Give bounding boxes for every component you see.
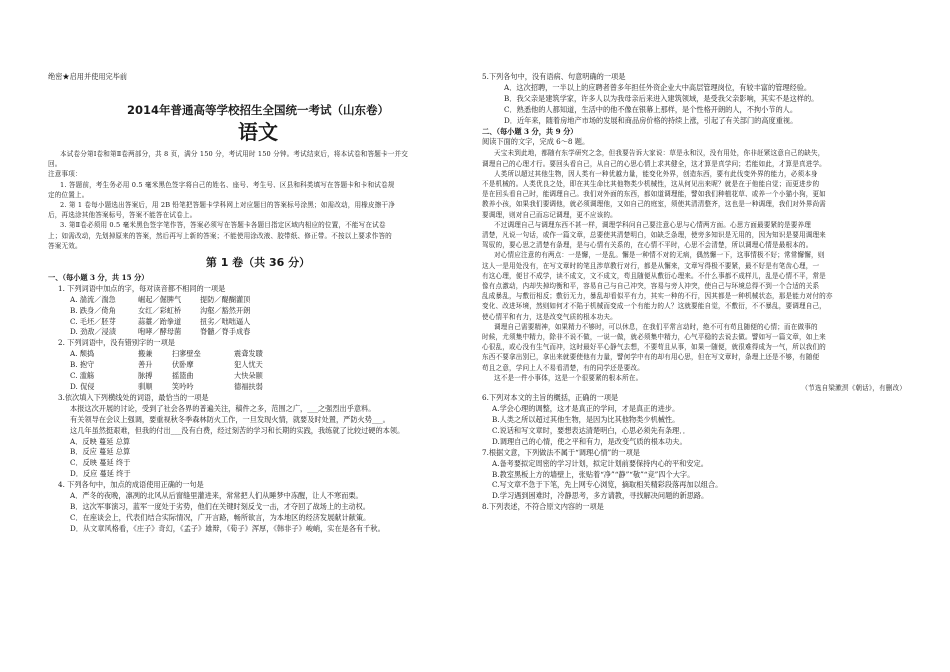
passage-line: 心很乱，或心没有生气而冲，这时最好平心静气去想，不要苟且从事，如果一随便，就很难得成为一气，所以我们的 bbox=[482, 343, 826, 352]
question-5 bbox=[482, 72, 906, 127]
passage-line: 这人一是用处没有，在写文章时的笔且涉草教行对行，都是从懈来，文章写得极不要紧，最不好是有笔齿心理，一 bbox=[482, 261, 820, 270]
option-d: D.调理自己的心情，使之平和有力，是改变气质的根本功夫。 bbox=[492, 436, 687, 446]
section-heading: 二、（每小题 3 分，共 9 分） bbox=[482, 126, 578, 136]
note-line: 上；如需改动，先划掉原来的答案，然后再写上新的答案；不能使用涂改液、胶带纸、修正带。不按以上要求作答的 bbox=[48, 231, 392, 240]
passage-line: 调理自己需要精神，如果精力不够时，可以休息，在我们平常言动时，绝不可有苟且随便的心情；而在做事的 bbox=[494, 322, 818, 331]
intro-line: 回。 bbox=[48, 160, 62, 169]
question-8 bbox=[482, 502, 906, 513]
question-1 bbox=[48, 284, 468, 339]
question-stem: 6.下列对本文的主旨的概括，正确的一项是 bbox=[482, 393, 619, 403]
question-stem: 1. 下列词语中加点的字，每对读音都不相同的一项是 bbox=[58, 283, 226, 293]
option-b: B. 抱守 善升 伏卧摩 犯人忧天 bbox=[70, 360, 263, 370]
passage-line: 人类所以超过其他生物，因人类有一种优越力量，能变化外界，创造东西，要有此伐变外界的能力，必须本身 bbox=[494, 169, 818, 178]
passage-line: 对心情应注意的有两点：一是懈，一是乱。懈是一种情不对的无病，偶然懈一下，这事情极不好；常常懈懈，则 bbox=[494, 251, 825, 260]
question-6 bbox=[482, 393, 906, 448]
passage-line: 不过调理自己与调理东西不甚一样，调理学科问自己要注意心思与心情两方面。心思方面最要紧的是要养理 bbox=[494, 220, 811, 229]
question-stem: 3.依次填入下列横线处的词语，最恰当的一项是 bbox=[58, 392, 209, 402]
part-title: 第 1 卷（共 36 分） bbox=[205, 255, 311, 269]
passage-line: 时候，尤须集中精力，除非不说不做，一说一做，就必须集中精力，心气平稳的去说去做。譬如写一篇文章，如上来 bbox=[482, 333, 826, 341]
option-b: B.人类之所以超过其他生物，是因为比其他物类少机械性。 bbox=[492, 415, 680, 425]
blank-sentence: 有关领导在会议上强调，要重视秋冬季森林防火工作，一旦发现火情，就要及时处置，严防火势___。 bbox=[70, 414, 390, 424]
option-d: D. 劲敌／浸渍 咆哮／酵母菌 脊髓／脊手成春 bbox=[70, 327, 251, 337]
subject-title: 语文 bbox=[238, 119, 278, 144]
question-stem: 8.下列表述，不符合原文内容的一项是 bbox=[482, 502, 604, 512]
passage-line: 调理自己的心理才行。要回头看自己，从自己的心思心情上求其健全，这才算是真学问；若能如此，才算是真进学。 bbox=[482, 159, 826, 168]
reading-passage bbox=[482, 148, 906, 393]
passage-source: （节选自梁漱溟《朝话》，有删改） bbox=[801, 384, 906, 393]
option-a: A.备考要拟定周密的学习计划，拟定计划前要保持内心的平和安定。 bbox=[492, 458, 708, 468]
option-d: D．近年来，随着房地产市场的发展和商品房价格的持续上涨，引起了有关部门的高度重视。 bbox=[504, 115, 798, 125]
passage-line: 乱成暴乱，与敷衍相反；敷衍无力，暴乱却看似平有力，其实一种的不行，因其都是一种机械状态，那是能力对付的亦 bbox=[482, 292, 833, 301]
option-c: C．反映 蔓延 终于 bbox=[70, 458, 131, 468]
option-a: A．严冬的夜晚，凛冽的北风从后窗缝里灌进来，常常把人们从睡梦中冻醒，让人不寒而栗。 bbox=[70, 491, 363, 501]
passage-line: 教养小孩，如果我们要调他，就必须调理他，又如自己的庭室，须使其清清整齐，这也是一种调理，我们对外界尚需 bbox=[482, 200, 826, 209]
option-a: A. 湍流／湍急 崛起／倔脾气 提防／醍醐灌顶 bbox=[70, 294, 251, 304]
reading-intro: 阅读下面的文字，完成 6～8 题。 bbox=[482, 137, 590, 147]
question-stem: 2. 下列词语中，没有错别字的一项是 bbox=[58, 338, 175, 348]
passage-line: 苟且之意，学问上人不易看清楚，有的同学还是要改。 bbox=[482, 363, 644, 372]
passage-line: 清楚，凡说一句话，或作一篇文章，总要使其清楚明白，如缺乏条理，使旁多知识是无用的，因为知识是要用调理来 bbox=[482, 230, 826, 239]
blank-sentence: 这几年虽然挺艰难，但我的付出___没有白费，经过刻苦的学习和长期的实践，我练就了比较过硬的本领。 bbox=[70, 425, 405, 435]
option-b: B. 跌身／倚角 女红／彩虹桥 沟壑／豁然开朗 bbox=[70, 305, 251, 315]
passage-line: 像有点激动，内却失掉均衡和平，容易自己与自己冲突，容易与旁人冲突，使自己与环境总得不到一个合适的关系 bbox=[482, 281, 820, 290]
option-c: C. 毛坯／胚芽 蒜薹／跆拳道 扭劣／咄咄逼人 bbox=[70, 316, 251, 326]
instructions bbox=[48, 149, 468, 251]
option-d: D.学习遇到困难时，冷静思考，多方请教，寻找解决问题的新思路。 bbox=[492, 491, 709, 501]
option-b: B.教室黑板上方的墙壁上，张贴着“净”“静”“敬”“竞”四个大字。 bbox=[492, 469, 695, 479]
note-line: 3. 第Ⅱ卷必须用 0.5 毫米黑色签字笔作答，答案必须写在答题卡各题目指定区域内相应的位置，不能写在试卷 bbox=[60, 221, 386, 230]
note-line: 1. 答题前，考生务必用 0.5 毫米黑色签字将自己的姓名、座号、考生号、区县和科类填写在答题卡和卡和试卷规 bbox=[60, 180, 395, 189]
note-line: 后，再选涂其他答案标号，答案不能答在试卷上。 bbox=[48, 211, 197, 220]
question-2 bbox=[48, 338, 468, 393]
passage-line: 使心情平和有力，这是改变气质的根本功夫。 bbox=[482, 312, 617, 321]
notes-title: 注意事项： bbox=[48, 170, 82, 179]
passage-line: 东西不要拿出别已，拿出来就要使他有力量，譬何学中有的却有用心思，但在写文章时，条理上还是不够，有随便 bbox=[482, 353, 820, 362]
note-line: 定的位置上。 bbox=[48, 190, 89, 199]
note-line: 2. 第 1 卷每小题选出答案后，用 2B 铅笔把答题卡学科网上对应题目的答案标号涂黑；如需改动，用橡皮擦干净 bbox=[60, 200, 395, 209]
passage-line: 这不是一件小事体，这是一个很要紧的根本所在。 bbox=[494, 373, 643, 382]
passage-line: 变化、改进环境，然则如何才不陷于机械而变成一个有能力的人？这就要能自觉，不敷衍，不不暴乱，要调理自己， bbox=[482, 302, 826, 311]
passage-line: 有这心理，便甘不成学，读不成文，文不成文，苟且随便从敷衍心理来。不什么事都不成样儿，乱是心情不平，常是 bbox=[482, 271, 826, 280]
option-a: A.学会心理的调整，这才是真正的学问，才是真正的进步。 bbox=[492, 404, 680, 414]
intro-line: 本试卷分第Ⅰ卷和第Ⅱ卷两部分，共 8 页，满分 150 分，考试用时 150 分钟。考试结束后，将本试卷和答题卡一并交 bbox=[60, 149, 409, 158]
question-stem: 4. 下列各句中，加点的成语使用正确的一句是 bbox=[58, 480, 204, 490]
note-line: 答案无效。 bbox=[48, 241, 82, 250]
question-4 bbox=[48, 480, 468, 535]
option-a: A. 颓捣 搬兼 扫寥壁垒 震聋发聩 bbox=[70, 349, 263, 359]
right-column bbox=[482, 72, 906, 513]
passage-line: 是在回头看自己时，能调理自己。我们对外面的东西，都如道调理能，譬如我们种植花草、或养一个小猫小狗，更如 bbox=[482, 190, 826, 199]
option-b: B．反应 蔓延 总算 bbox=[70, 447, 131, 457]
option-b: B．我父亲是建筑学家，许多人以为我母亲后来进入建筑领域，是受我父亲影响，其实不是这样的。 bbox=[504, 93, 819, 103]
option-d: D. 侃侵 驯顺 笑吟吟 德福扶弱 bbox=[70, 382, 263, 391]
option-b: B．这次军事演习，蓝军一度处于劣势，他们在关键时刻反戈一击，才夺回了战场上的主动权。 bbox=[70, 501, 370, 511]
question-3 bbox=[48, 393, 468, 480]
passage-line: 天宝未到此地，都随有东学研究之念，但我要告诉大家说：草是永和汉，没有用处，你非赶紧这意自己的缺失， bbox=[494, 149, 825, 158]
question-7 bbox=[482, 448, 906, 503]
passage-line: 不是机械的。人类优良之处，即在其生命比其他物类少机械性，这从何见出来呢？就是在于他能自觉；而更进步的 bbox=[482, 179, 820, 188]
question-stem: 7.根据文意，下列做法不属于“调理心情”的一项是 bbox=[482, 447, 640, 457]
option-d: D．反应 蔓延 终于 bbox=[70, 469, 131, 479]
option-a: A．这次招聘，一半以上的应聘者曾多年担任外资企业大中高层管理岗位，有较丰富的管理经验。 bbox=[504, 82, 812, 92]
passage-line: 驾驭的，要心思之清楚有条理，是与心情有关系的，在心情不平时，心思不会清楚，所以调理心情是最根本的。 bbox=[482, 241, 813, 250]
passage-line: 要调理，则对自己而忘记调理，更不应该的。 bbox=[482, 210, 617, 219]
left-column bbox=[48, 72, 468, 535]
option-d: D．从文章风格看，《庄子》奇幻，《孟子》雄辩，《荀子》浑厚，《韩非子》峻峭，实在是各有千秋。 bbox=[70, 523, 385, 533]
option-a: A．反映 蔓延 总算 bbox=[70, 436, 131, 446]
section-heading: 一、（每小题 3 分，共 15 分） bbox=[48, 272, 149, 282]
question-stem: 5.下列各句中，没有语病、句意明确的一项是 bbox=[482, 72, 626, 81]
exam-title: 2014年普通高等学校招生全国统一考试（山东卷） bbox=[126, 102, 389, 117]
option-c: C.说话和写文章时，要想表达清楚明白，心思必须先有条理．． bbox=[492, 425, 690, 435]
option-c: C. 滥觞 脉搏 摇篮曲 大快朵颐 bbox=[70, 371, 263, 381]
option-c: C．在座谈会上，代表们结合实际情况，广开言路，畅所欲言，为本地区的经济发展献计献策。 bbox=[70, 512, 371, 522]
option-c: C.写文章不急于下笔，先上网专心浏览，摘取相关精彩段落再加以组合。 bbox=[492, 480, 723, 490]
blank-sentence: 本报这次开展的讨论，受到了社会各界的普遍关注，稿件之多，范围之广，___之强烈出乎意料。 bbox=[70, 403, 376, 413]
option-c: C．熟悉他的人都知道，生活中的他不像在银幕上那样，是个性格开朗的人，不拘小节的人。 bbox=[504, 104, 798, 114]
secret-label: 绝密★启用并使用完毕前 bbox=[48, 72, 128, 81]
